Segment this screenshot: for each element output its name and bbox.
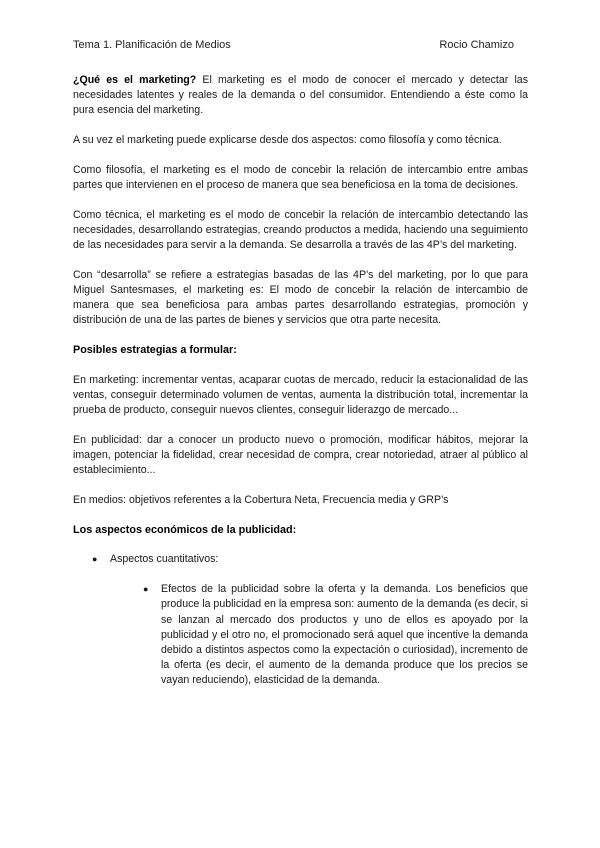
- paragraph-philosophy: Como filosofía, el marketing es el modo de concebir la relación de intercambio entre ambas partes que intervienen en el proceso de manera que sea beneficiosa en la toma de decisiones.: [73, 163, 528, 192]
- paragraph-two-aspects: A su vez el marketing puede explicarse desde dos aspectos: como filosofía y como técnica.: [73, 134, 502, 147]
- page-header: [73, 38, 514, 52]
- header-topic: Tema 1. Planificación de Medios: [73, 39, 231, 51]
- section-heading-strategies: Posibles estrategias a formular:: [73, 344, 237, 357]
- paragraph-marketing-strategies: En marketing: incrementar ventas, acaparar cuotas de mercado, reducir la estacionalidad de las ventas, conseguir determinado volumen de ventas, aumenta la distribución total, incrementar la prueba de producto, conseguir nuevos clientes, conseguir liderazgo de mercado...: [73, 373, 528, 417]
- question-heading: ¿Qué es el marketing?: [73, 74, 197, 86]
- paragraph-advertising-strategies: En publicidad: dar a conocer un producto nuevo o promoción, modificar hábitos, mejorar la imagen, potenciar la fidelidad, crear necesidad de compra, crear notoriedad, atraer al público al establecimiento...: [73, 433, 528, 477]
- paragraph-media-objectives: En medios: objetivos referentes a la Cobertura Neta, Frecuencia media y GRP’s: [73, 494, 449, 507]
- paragraph-technique: Como técnica, el marketing es el modo de concebir la relación de intercambio detectando las necesidades, desarrollando estrategias, creando productos a medida, haciendo una seguimiento de las necesidades para servir a la demanda. Se desarrolla a través de las 4P’s del marketing.: [73, 208, 528, 252]
- list-item-text: Efectos de la publicidad sobre la oferta y la demanda. Los beneficios que produce la publicidad en la empresa son: aumento de la demanda (es decir, si se lanzan al mercado dos productos y uno de ellos es apoyado por la publicidad y el otro no, el promocionado será aquel que incentive la demanda debido a distintos aspectos como la expectación o curiosidad), incremento de la oferta (es decir, el aumento de la demanda produce que los precios se vayan reduciendo), elasticidad de la demanda.: [161, 583, 528, 687]
- section-heading-economic-aspects: Los aspectos económicos de la publicidad:: [73, 523, 297, 536]
- paragraph-text: El marketing es el modo de conocer el mercado y detectar las necesidades latentes y reales de la demanda o del consumidor. Entendiendo a éste como la pura esencia del marketing.: [73, 74, 528, 117]
- nested-bullet-list: [110, 582, 528, 688]
- document-body: [73, 73, 528, 703]
- list-item-text: Aspectos cuantitativos:: [110, 553, 219, 566]
- bullet-icon: ●: [92, 554, 98, 565]
- bullet-icon: ●: [143, 584, 149, 595]
- list-item: [143, 582, 528, 688]
- paragraph-what-is-marketing: [73, 73, 528, 119]
- list-item: [92, 552, 528, 688]
- paragraph-santesmases: Con “desarrolla” se refiere a estrategias basadas de las 4P’s del marketing, por lo que para Miguel Santesmases, el marketing es: El modo de concebir la relación de intercambio de manera que sea beneficiosa para ambas partes desarrollando estrategias, promoción y distribución de una de las partes de bienes y servicios que otra parte necesita.: [73, 268, 528, 327]
- header-author: Rocio Chamizo: [439, 39, 514, 51]
- bullet-list: [73, 552, 528, 688]
